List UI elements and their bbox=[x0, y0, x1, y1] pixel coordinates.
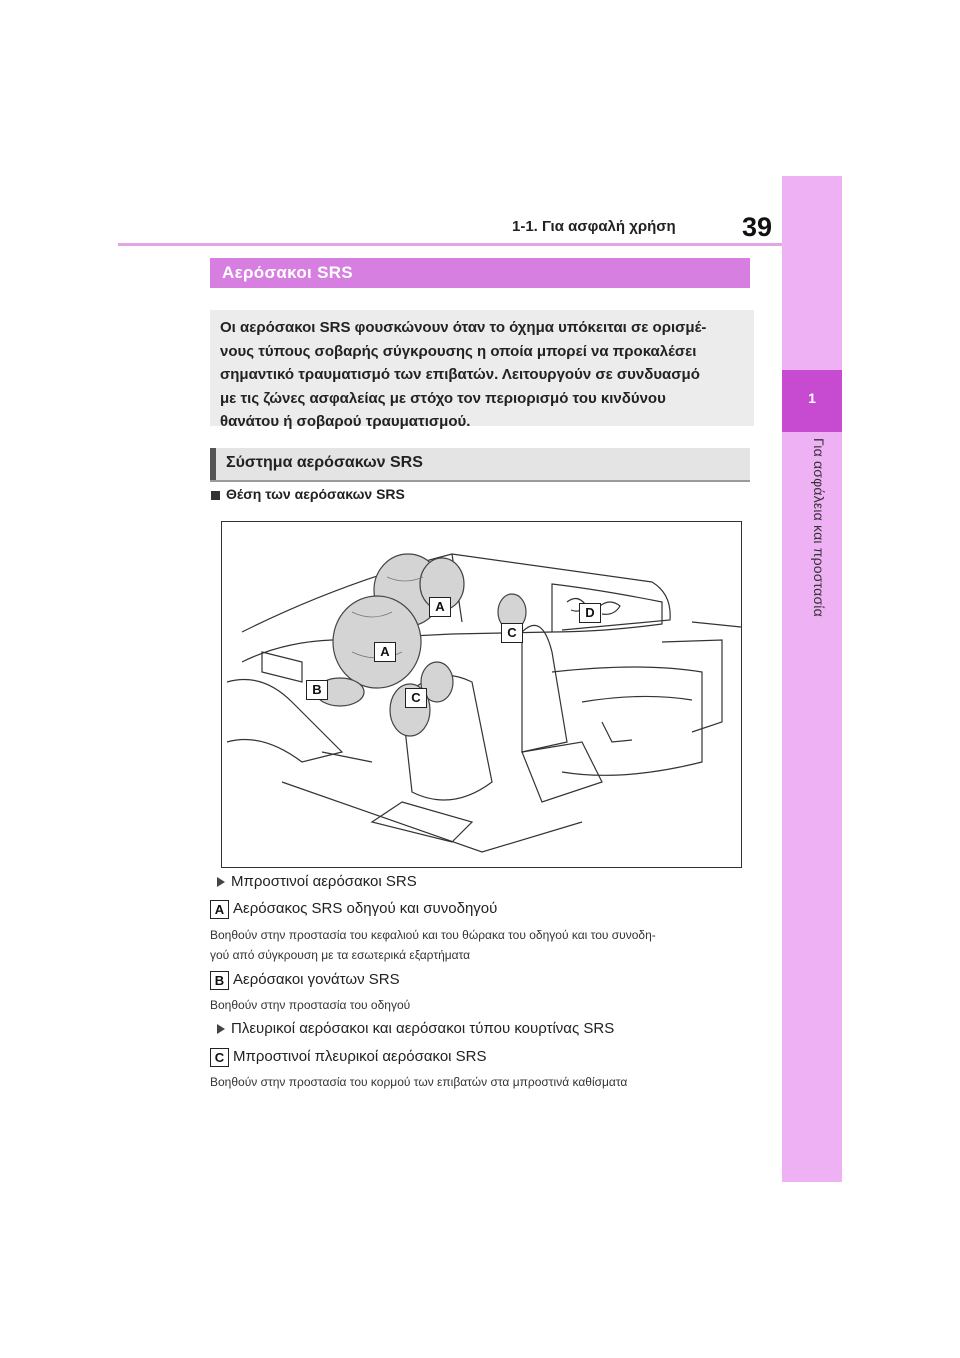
heading-marker bbox=[210, 448, 216, 480]
letter-box-c: C bbox=[210, 1048, 229, 1067]
figure-label-c: C bbox=[501, 623, 523, 643]
group-heading: Μπροστινοί αερόσακοι SRS bbox=[231, 873, 417, 890]
airbag-location-figure bbox=[221, 521, 742, 868]
item-title: Αερόσακοι γονάτων SRS bbox=[233, 971, 400, 988]
page-title-bar bbox=[210, 258, 750, 288]
description-line: Βοηθούν στην προστασία του κεφαλιού και του θώρακα του οδηγού και του συνοδη- bbox=[210, 928, 656, 942]
header-rule bbox=[118, 243, 782, 246]
letter-box-a: A bbox=[210, 900, 229, 919]
triangle-bullet-icon bbox=[217, 1024, 225, 1034]
group-heading: Πλευρικοί αερόσακοι και αερόσακοι τύπου κουρτίνας SRS bbox=[231, 1020, 615, 1037]
car-interior-illustration bbox=[222, 522, 741, 867]
intro-line: νους τύπους σοβαρής σύγκρουσης η οποία μπορεί να προκαλέσει bbox=[220, 342, 697, 360]
figure-label-a: A bbox=[374, 642, 396, 662]
description-line: Βοηθούν στην προστασία του οδηγού bbox=[210, 998, 411, 1012]
subsection-title: Σύστημα αερόσακων SRS bbox=[226, 454, 423, 471]
figure-label-a: A bbox=[429, 597, 451, 617]
chapter-number: 1 bbox=[808, 390, 816, 406]
page-title: Αερόσακοι SRS bbox=[222, 263, 353, 282]
item-description bbox=[210, 995, 410, 1015]
intro-text bbox=[220, 316, 746, 434]
square-bullet-icon bbox=[211, 491, 220, 500]
figure-label-c: C bbox=[405, 688, 427, 708]
letter-box-b: B bbox=[210, 971, 229, 990]
triangle-bullet-icon bbox=[217, 877, 225, 887]
intro-line: Οι αερόσακοι SRS φουσκώνουν όταν το όχημα υπόκειται σε ορισμέ- bbox=[220, 319, 707, 336]
item-description bbox=[210, 1072, 627, 1092]
chapter-side-tab bbox=[782, 176, 842, 1182]
chapter-title: Για ασφάλεια και προστασία bbox=[811, 438, 827, 617]
bullet-title: Θέση των αερόσακων SRS bbox=[226, 486, 405, 502]
item-title: Αερόσακος SRS οδηγού και συνοδηγού bbox=[233, 900, 498, 917]
item-description bbox=[210, 925, 656, 965]
section-header: 1-1. Για ασφαλή χρήση bbox=[512, 218, 676, 235]
figure-label-b: B bbox=[306, 680, 328, 700]
figure-label-d: D bbox=[579, 603, 601, 623]
page-number: 39 bbox=[742, 212, 773, 242]
item-title: Μπροστινοί πλευρικοί αερόσακοι SRS bbox=[233, 1048, 487, 1065]
subsection-heading bbox=[210, 448, 750, 482]
description-line: Βοηθούν στην προστασία του κορμού των επιβατών στα μπροστινά καθίσματα bbox=[210, 1075, 628, 1089]
intro-box bbox=[210, 310, 754, 430]
description-line: γού από σύγκρουση με τα εσωτερικά εξαρτήματα bbox=[210, 948, 471, 962]
intro-line: με τις ζώνες ασφαλείας με στόχο τον περιορισμό του κινδύνου bbox=[220, 389, 666, 407]
intro-line: θανάτου ή σοβαρού τραυματισμού. bbox=[220, 413, 471, 430]
intro-line: σημαντικό τραυματισμό των επιβατών. Λειτουργούν σε συνδυασμό bbox=[220, 366, 700, 383]
